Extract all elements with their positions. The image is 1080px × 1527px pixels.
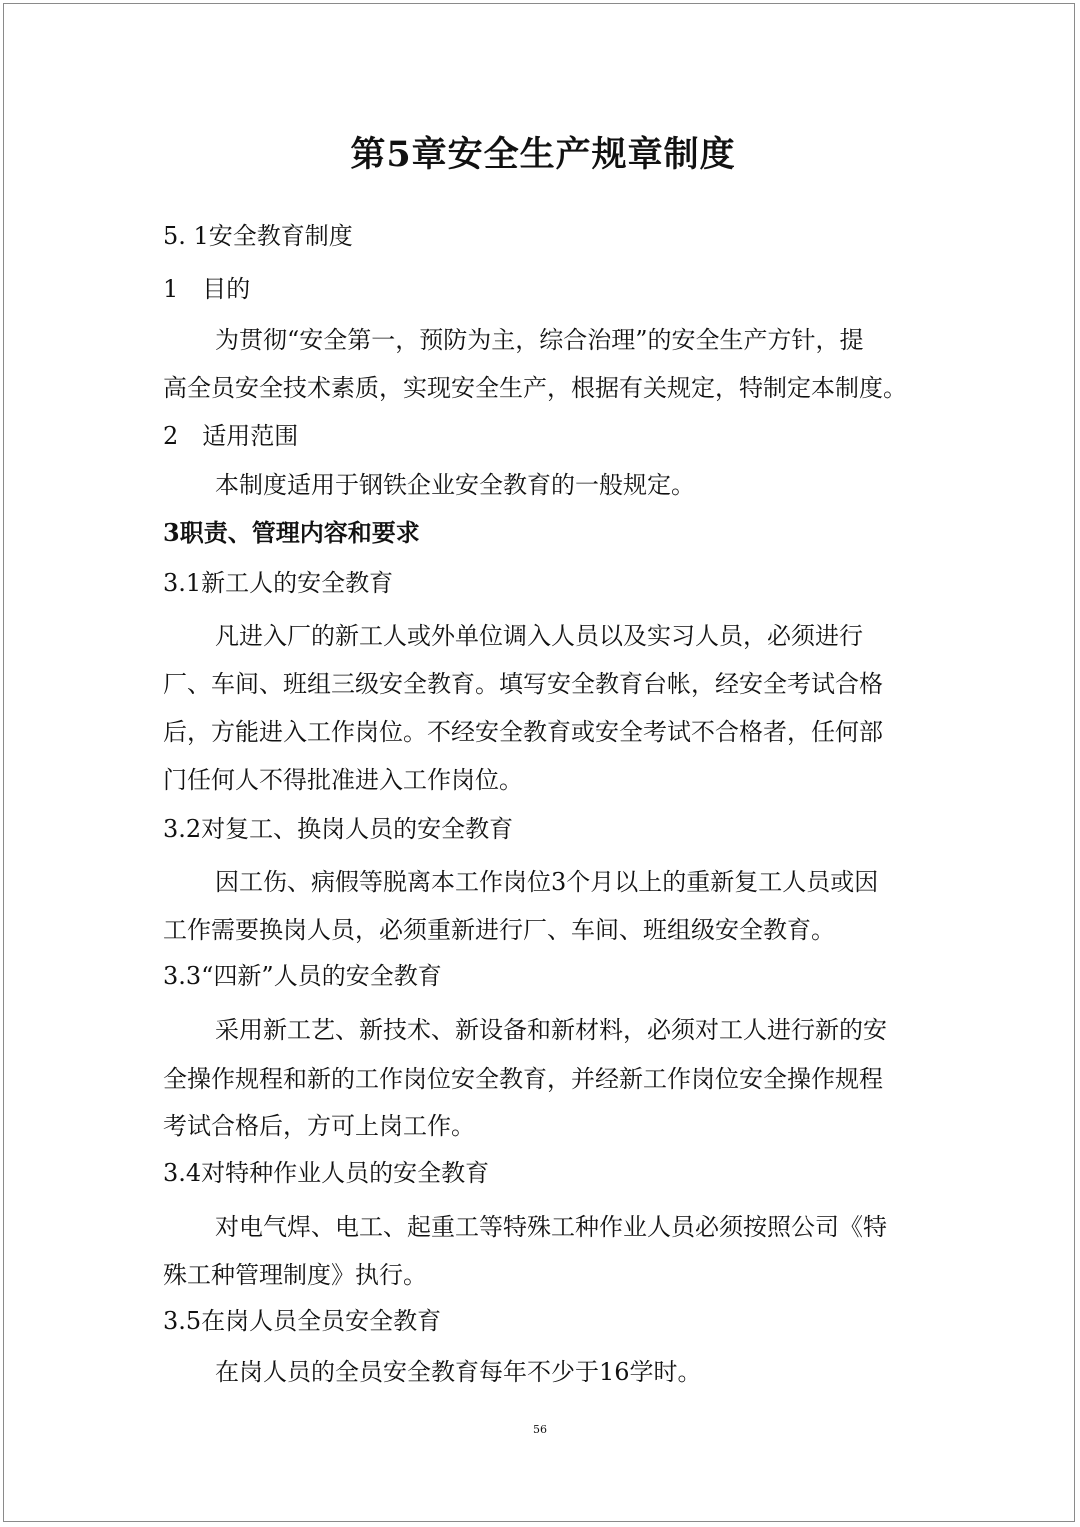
- paragraph-line: 考试合格后，方可上岗工作。: [163, 1112, 475, 1140]
- page-number: 56: [533, 1423, 547, 1436]
- paragraph-line: 对电气焊、电工、起重工等特殊工种作业人员必须按照公司《特: [215, 1213, 887, 1241]
- paragraph-line: 后，方能进入工作岗位。不经安全教育或安全考试不合格者，任何部: [163, 718, 883, 746]
- paragraph-line: 殊工种管理制度》执行。: [163, 1261, 427, 1289]
- subsection-heading-scope: 2 适用范围: [163, 422, 299, 450]
- item-heading-3-4: 3.4对特种作业人员的安全教育: [163, 1159, 490, 1187]
- paragraph-line: 在岗人员的全员安全教育每年不少于16学时。: [215, 1358, 702, 1386]
- paragraph-line: 凡进入厂的新工人或外单位调入人员以及实习人员，必须进行: [215, 622, 863, 650]
- paragraph-line: 本制度适用于钢铁企业安全教育的一般规定。: [215, 471, 695, 499]
- item-heading-3-5: 3.5在岗人员全员安全教育: [163, 1307, 442, 1335]
- paragraph-line: 全操作规程和新的工作岗位安全教育，并经新工作岗位安全操作规程: [163, 1065, 883, 1093]
- chapter-title: 第5章安全生产规章制度: [350, 134, 736, 175]
- section-heading-5-1: 5. 1安全教育制度: [163, 222, 353, 250]
- paragraph-line: 厂、车间、班组三级安全教育。填写安全教育台帐，经安全考试合格: [163, 670, 883, 698]
- subsection-heading-responsibilities: 3职责、管理内容和要求: [163, 518, 420, 547]
- paragraph-line: 为贯彻“安全第一，预防为主，综合治理”的安全生产方针，提: [215, 326, 864, 354]
- paragraph-line: 工作需要换岗人员，必须重新进行厂、车间、班组级安全教育。: [163, 916, 835, 944]
- item-heading-3-2: 3.2对复工、换岗人员的安全教育: [163, 815, 514, 843]
- item-heading-3-1: 3.1新工人的安全教育: [163, 569, 394, 597]
- subsection-heading-purpose: 1 目的: [163, 275, 251, 303]
- item-heading-3-3: 3.3“四新”人员的安全教育: [163, 962, 442, 990]
- paragraph-line: 因工伤、病假等脱离本工作岗位3个月以上的重新复工人员或因: [215, 868, 879, 896]
- paragraph-line: 高全员安全技术素质，实现安全生产，根据有关规定，特制定本制度。: [163, 374, 907, 402]
- paragraph-line: 采用新工艺、新技术、新设备和新材料，必须对工人进行新的安: [215, 1016, 887, 1044]
- paragraph-line: 门任何人不得批准进入工作岗位。: [163, 766, 523, 794]
